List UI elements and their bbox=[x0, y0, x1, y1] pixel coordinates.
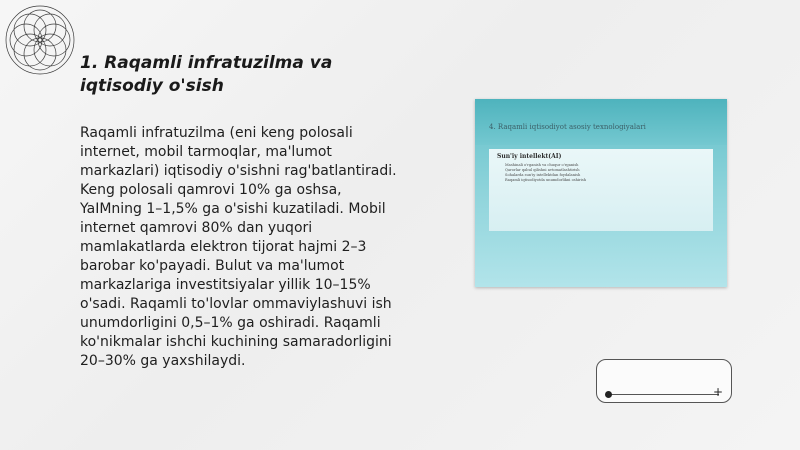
seek-track[interactable] bbox=[610, 394, 719, 395]
thumb-header-band bbox=[475, 99, 727, 145]
thumb-line: Raqamli iqtisodiyotda unumdorlikni oshirish bbox=[505, 178, 587, 182]
embedded-slide-image bbox=[475, 99, 727, 287]
thumb-heading: Sun'iy intellekt(AI) bbox=[497, 153, 562, 160]
slide-title: 1. Raqamli infratuzilma va iqtisodiy o'sish bbox=[80, 53, 333, 96]
playhead-dot-icon[interactable] bbox=[605, 391, 612, 398]
thumb-title: 4. Raqamli iqtisodiyot asosiy texnologiyalari bbox=[489, 123, 646, 131]
add-icon[interactable]: + bbox=[712, 385, 723, 399]
media-player-control[interactable] bbox=[596, 359, 732, 403]
thumb-content-panel bbox=[489, 149, 713, 231]
thumb-line: Sohalarda sun'iy intellektdan foydalanish bbox=[505, 173, 581, 177]
thumb-line: Qarorlar qabul qilishni avtomatlashtirish bbox=[505, 168, 580, 172]
slide-body-text: Raqamli infratuzilma (eni keng polosali internet, mobil tarmoqlar, ma'lumot markazlari) iqtisodiy o'sishni rag'batlantiradi. Keng polosali qamrovi 10% ga oshsa, YaIMning 1–1,5% ga o'sishi kuzatiladi. Mobil internet qamrovi 80% dan yuqori mamlakatlarda elektron tijorat hajmi 2–3 barobar ko'payadi. Bulut va ma'lumot markazlariga investitsiyalar yillik 10–15% o'sadi. Raqamli to'lovlar ommaviylashuvi ish unumdorligini 0,5–1% ga oshiradi. Raqamli ko'nikmalar ishchi kuchining samaradorligini 20–30% ga yaxshilaydi. bbox=[80, 125, 397, 369]
rosette-logo-icon bbox=[4, 4, 76, 76]
thumb-line: Mashinali o'rganish va chuqur o'rganish bbox=[505, 163, 579, 167]
